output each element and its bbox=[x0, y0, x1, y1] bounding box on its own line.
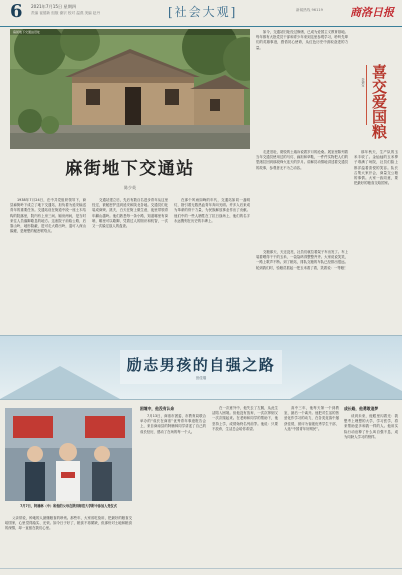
article-column: 交通站建立后，先后有数百名进步青年从这里经过，被秘密护送到延安和陕北各地。交通员们化装成商贩、挑夫，白天在街上做生意，夜里带领青年翻山越岭。他们熟悉每一条小路，知道哪里有岗哨，哪里可以歇脚，凭着过人的胆识和机智，一次又一次躲过敌人的盘查。 bbox=[92, 198, 168, 229]
article-column: 在一次意外中，他失去了左腿，从此生活陷入困境。但他没有放弃，一次次摔倒又一次次爬起来。在老师和同学的帮助下，他坚持上学，成绩始终名列前茅。他说：只要不放弃，生活总会给你希望。 bbox=[212, 406, 278, 431]
newspaper-logo: 商洛日报 bbox=[350, 6, 394, 19]
photo-caption: 7月7日，阿楠林（中）和他的父母在陕西师范大学附中参加入党仪式 bbox=[20, 504, 117, 508]
article-column: 那年秋天，生产队的玉米丰收了。金灿灿的玉米棒子堆满了场院，社员们脸上都洋溢着喜悦的笑容。队长召集大家开会，商量交公粮的事情。大家一致同意，要把最好的粮食交给国家。 bbox=[354, 150, 398, 186]
ceremony-photo bbox=[5, 408, 132, 501]
old-building-illustration bbox=[10, 29, 250, 149]
article-column: 父亲常说，种地的人最懂粮食的珍贵。那些年，大家省吃俭用，把最好的粮食交给国家，心里觉得踏实、光荣。如今日子好了，粮食不再紧缺，但那份对土地和粮食的深情，却一直留在我们心里。 bbox=[5, 516, 132, 531]
page-number: 6 bbox=[10, 1, 23, 22]
article-column: 1938年7月24日，在中共党组织领导下，商县麻街岭下成立了地下交通站，担负着为延安输送青年的重要任务。交通站设在街道中段一座土木结构的院落里，院内有上房三间、厢房两间，是当时来往人员落脚歇息的地方。这座院子前临公路，后靠山岭，地形隐蔽，进可走大路出岭，退可入深山躲避，是理想的秘密联络点。 bbox=[10, 198, 86, 234]
headline-self-reliance: 励志男孩的自强之路 bbox=[126, 356, 276, 374]
headline-2-text: 喜交爱国粮 bbox=[370, 64, 388, 139]
people-group-illustration bbox=[5, 408, 132, 501]
byline: 李德宝 bbox=[361, 78, 365, 87]
byline: 陈少英 bbox=[124, 185, 136, 190]
article-column: 走进旧址，斑驳的土墙诉说着岁月的沧桑。展室里陈列着当年交通员使用过的马灯、扁担和草鞋，一件件实物把人们的思绪拉回到那段烽火连天的岁月。讲解员动情地讲述着交通员的故事，参观者无不为之动容。 bbox=[256, 150, 348, 170]
headline-accent-rule bbox=[366, 65, 367, 125]
news-hotline: 新闻热线 96119 bbox=[296, 8, 323, 12]
article-column: 交粮那天，天还没亮，社员们就拉着架子车出发了。车上装着晒得干干的玉米，一袋袋码得整整齐齐。大家说说笑笑，一路上歌声不断。到了粮站，排队交粮的车队已经排出很远。轮到我们时，验粮员抓起一把玉米看了看，笑着说：一等粮！ bbox=[256, 250, 348, 270]
article-column: 谈到未来，他眼里闪着光：我想考上理想的大学，学习医学，将来帮助更多和我一样的人。他用实际行动诠释了什么叫自强不息，成为同龄人学习的榜样。 bbox=[344, 414, 398, 439]
subhead: 成长路，他勇敢追梦 bbox=[344, 406, 379, 411]
headline-underground-station: 麻街地下交通站 bbox=[65, 159, 195, 179]
photo-caption: 麻街地下交通站旧址 bbox=[10, 29, 250, 35]
headline-patriotic-grain bbox=[369, 64, 387, 139]
page-bottom-rule bbox=[0, 568, 402, 569]
byline: 田佳瑞 bbox=[195, 376, 207, 380]
subhead: 困境中，他没有认命 bbox=[140, 406, 175, 411]
article-column: 在那个风雨如晦的年代，交通站如同一盏明灯，指引着无数热血青年奔向光明。许多人后来成为革命的骨干力量，为民族解放事业作出了贡献。他们中的一些人牺牲在了抗日战场上，他们的名字永远镌刻在历史的丰碑上。 bbox=[174, 198, 250, 223]
editor-credits: 责编 崔德新 组版 谢宗 校对 温燕 美编 赵丹 bbox=[31, 11, 101, 15]
article-column: 如今，交通站旧址经过修缮，已成为爱国主义教育基地。每年都有大批党员干部和青少年来到这里参观学习，聆听先辈们的英雄事迹，感悟初心使命，从红色历史中汲取奋进的力量。 bbox=[256, 30, 348, 50]
article-column: 高中三年，他每天第一个到教室，最后一个离开。他把对生活的热爱化作学习的动力，在各类竞赛中屡获佳绩，被评为省级优秀学生干部，入选“中国青年好网民”。 bbox=[284, 406, 339, 431]
masthead bbox=[0, 0, 402, 27]
article-column: 7月13日，商洛市团委、市教育局联合举办的“成长在商洛”优秀青年事迹报告会上，来自商南县的阿楠林同学讲述了自己的成长经历，感动了在场的每一个人。 bbox=[140, 414, 206, 434]
station-photo bbox=[10, 29, 250, 149]
section-title: [社会大观] bbox=[168, 5, 238, 19]
issue-date: 2021年7月15日 星期四 bbox=[31, 4, 77, 9]
